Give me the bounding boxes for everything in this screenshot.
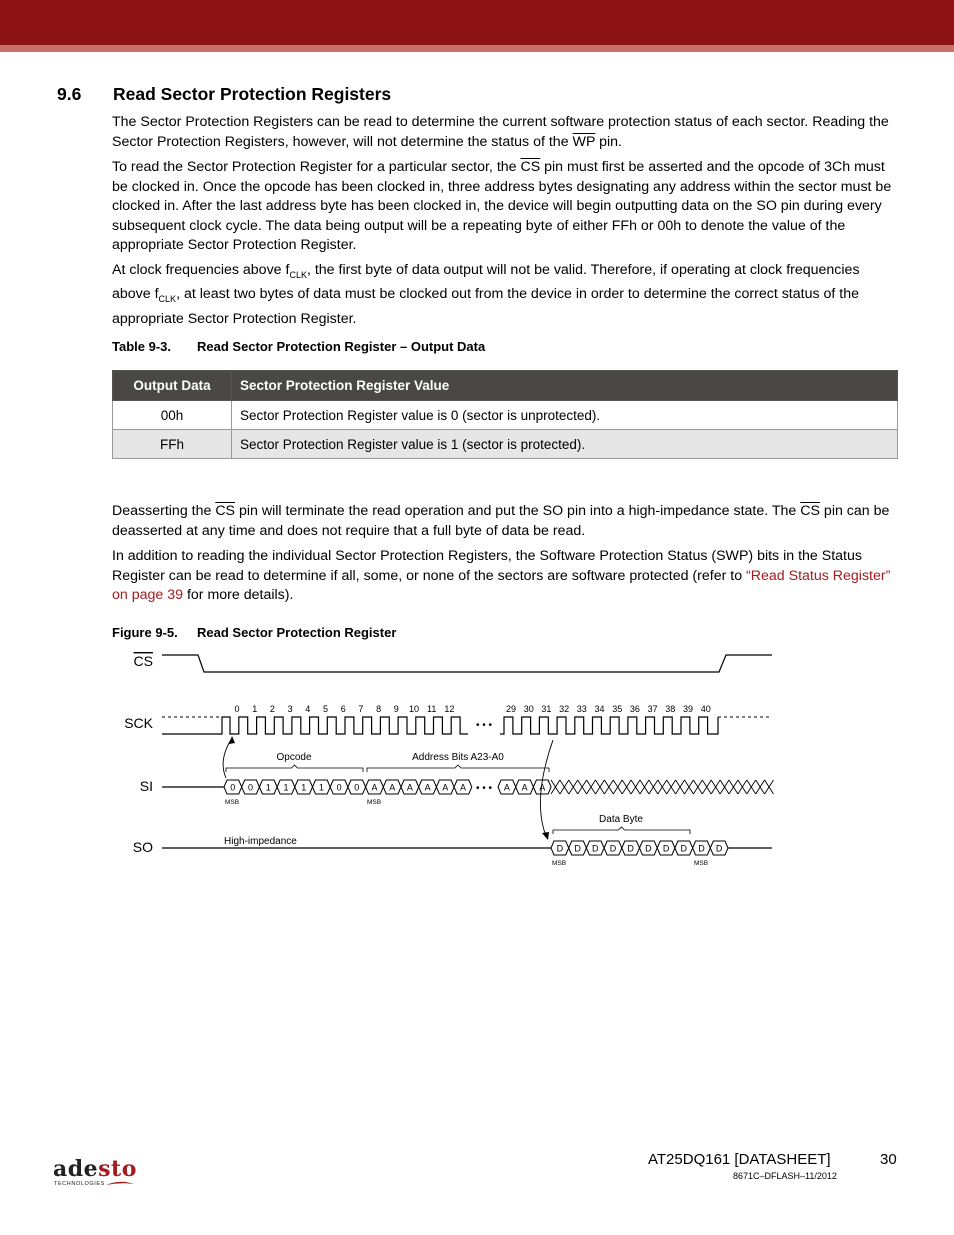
paragraph-4: Deasserting the $\overline{CS}$ pin will terminate the read operation and put the SO pin into a high-impedance state. The $\overline{CS}$ pin can be deasserted at any time and does not require that a full byte of data be read. bbox=[112, 503, 890, 539]
address-bit: A bbox=[406, 782, 413, 793]
setup-arrow bbox=[223, 738, 232, 778]
address-bit: A bbox=[424, 782, 431, 793]
data-bit: D bbox=[662, 843, 670, 854]
section-title: Read Sector Protection Registers bbox=[113, 84, 392, 104]
high-impedance-label: High-impedance bbox=[224, 836, 297, 847]
clock-number: 1 bbox=[252, 704, 258, 714]
paragraph-1: The Sector Protection Registers can be read to determine the current software protection status of each sector. Reading the Sector Protection Registers, however, will not determine the status of the $\overline{WP}$ pin. bbox=[112, 114, 889, 150]
section-number: 9.6 bbox=[57, 84, 82, 104]
table-cell: FFh bbox=[113, 430, 232, 459]
dont-care-hatch bbox=[738, 780, 747, 794]
table-row bbox=[113, 430, 898, 459]
opcode-bit: 0 bbox=[230, 782, 236, 793]
si-ellipsis: • • • bbox=[475, 783, 493, 794]
data-byte-label: Data Byte bbox=[599, 814, 643, 825]
dont-care-hatch bbox=[756, 780, 765, 794]
clock-number: 8 bbox=[376, 704, 382, 714]
opcode-bit: 0 bbox=[336, 782, 342, 793]
clock-number: 0 bbox=[234, 704, 240, 714]
clock-number: 38 bbox=[665, 704, 676, 714]
dont-care-hatch bbox=[711, 780, 720, 794]
footer-title: AT25DQ161 [DATASHEET] bbox=[648, 1151, 831, 1168]
timing-diagram bbox=[0, 640, 954, 880]
address-bit: A bbox=[389, 782, 396, 793]
header-bar bbox=[0, 0, 954, 45]
dont-care-hatch bbox=[649, 780, 658, 794]
logo-swoosh-icon bbox=[105, 1180, 135, 1188]
opcode-bit: 0 bbox=[247, 782, 254, 793]
header-stripe bbox=[0, 45, 954, 52]
clock-number: 40 bbox=[700, 704, 711, 714]
dont-care-hatch bbox=[551, 780, 560, 794]
dont-care-hatch bbox=[693, 780, 702, 794]
clock-number: 33 bbox=[576, 704, 587, 714]
dont-care-hatch bbox=[685, 780, 694, 794]
address-bit: A bbox=[371, 782, 378, 793]
dont-care-hatch bbox=[667, 780, 676, 794]
clock-number: 4 bbox=[305, 704, 311, 714]
table-row bbox=[113, 401, 898, 430]
paragraph-2: To read the Sector Protection Register for a particular sector, the $\overline{CS}$ pin must first be asserted and the opcode of 3Ch must be clocked in. Once the opcode has been clocked in, three address bytes designating any address within the sector must be clocked in. After the last address byte has been clocked in, the device will begin outputting data on the SO pin during every subsequent clock cycle. The data being output will be a repeating byte of either FFh or 00h to denote the value of the appropriate Sector Protection Register. bbox=[112, 159, 892, 253]
page-number: 30 bbox=[880, 1151, 897, 1168]
clock-number: 3 bbox=[287, 704, 293, 714]
table-cell: Sector Protection Register value is 1 (sector is protected). bbox=[232, 430, 898, 459]
logo-tagline: TECHNOLOGIES bbox=[54, 1181, 105, 1187]
wp-signal: $\overline{WP}$ bbox=[572, 133, 596, 150]
dont-care-hatch bbox=[702, 780, 711, 794]
dont-care-hatch bbox=[720, 780, 729, 794]
msb-label: MSB bbox=[693, 860, 709, 867]
dont-care-hatch bbox=[747, 780, 756, 794]
paragraph-5: In addition to reading the individual Sector Protection Registers, the Software Protection Status (SWP) bits in the Status Register can be read to determine if all, some, or none of the sectors are software protected (refer to “Read Status Register” on page 39 for more details). bbox=[112, 548, 891, 603]
table-cell: 00h bbox=[113, 401, 232, 430]
msb-label: MSB bbox=[366, 799, 382, 806]
sck-waveform-end bbox=[500, 717, 718, 734]
opcode-bit: 0 bbox=[354, 782, 360, 793]
dont-care-hatch bbox=[676, 780, 685, 794]
setup-arrow-head bbox=[229, 736, 235, 744]
opcode-brace bbox=[226, 765, 363, 772]
output-arrow-head bbox=[542, 832, 549, 840]
adesto-logo bbox=[53, 1156, 143, 1190]
data-byte-brace bbox=[553, 827, 690, 834]
address-brace bbox=[367, 765, 549, 772]
dont-care-hatch bbox=[631, 780, 640, 794]
sck-waveform-start bbox=[162, 717, 468, 734]
data-bit: D bbox=[627, 843, 634, 854]
data-bit: D bbox=[680, 843, 688, 854]
opcode-bit: 1 bbox=[318, 782, 324, 793]
clock-number: 34 bbox=[594, 704, 605, 714]
data-bit: D bbox=[592, 843, 599, 854]
dont-care-hatch bbox=[560, 780, 569, 794]
dont-care-hatch bbox=[604, 780, 613, 794]
paragraph-3: At clock frequencies above $f_{CLK}$, the first byte of data output will not be valid. Therefore, if operating at clock frequencies above $f_{CLK}$, at least two bytes of data must be clocked out from the device in order to determine the correct status of the appropriate Sector Protection Register. bbox=[112, 262, 860, 327]
dont-care-hatch bbox=[613, 780, 622, 794]
clock-number: 6 bbox=[340, 704, 346, 714]
dont-care-hatch bbox=[729, 780, 738, 794]
clock-number: 32 bbox=[559, 704, 570, 714]
clock-number: 9 bbox=[393, 704, 399, 714]
opcode-bit: 1 bbox=[265, 782, 271, 793]
clock-number: 2 bbox=[269, 704, 275, 714]
address-bit: A bbox=[503, 782, 510, 793]
clock-number: 11 bbox=[427, 704, 437, 714]
table-cell: Sector Protection Register value is 0 (sector is unprotected). bbox=[232, 401, 898, 430]
opcode-label: Opcode bbox=[276, 752, 312, 763]
figure-caption: Figure 9-5. Read Sector Protection Register bbox=[112, 625, 397, 640]
dont-care-hatch bbox=[569, 780, 578, 794]
data-bit: D bbox=[574, 843, 581, 854]
status-register-link[interactable]: “Read Status Register” on page 39 bbox=[112, 567, 891, 603]
clock-number: 5 bbox=[322, 704, 329, 714]
clock-number: 12 bbox=[444, 704, 455, 714]
address-bit: A bbox=[521, 782, 528, 793]
dont-care-hatch bbox=[596, 780, 605, 794]
msb-label: MSB bbox=[224, 799, 240, 806]
opcode-bit: 1 bbox=[301, 782, 307, 793]
dont-care-hatch bbox=[622, 780, 631, 794]
address-bit: A bbox=[442, 782, 449, 793]
dont-care-hatch bbox=[765, 780, 774, 794]
data-bit: D bbox=[645, 843, 652, 854]
table-caption: Table 9-3. Read Sector Protection Register – Output Data bbox=[112, 339, 486, 354]
clock-number: 35 bbox=[612, 704, 623, 714]
clock-number: 37 bbox=[647, 704, 658, 714]
signal-label-cs: CS bbox=[133, 653, 153, 669]
clock-number: 29 bbox=[505, 704, 517, 714]
data-bit: D bbox=[556, 843, 564, 854]
table-header-row bbox=[113, 371, 898, 401]
cs-waveform bbox=[162, 655, 772, 672]
address-bits-label: Address Bits A23-A0 bbox=[412, 752, 504, 763]
sck-ellipsis: • • • bbox=[475, 720, 493, 731]
dont-care-hatch bbox=[658, 780, 667, 794]
cs-signal: $\overline{CS}$ bbox=[520, 159, 541, 175]
document-number: 8671C–DFLASH–11/2012 bbox=[733, 1171, 837, 1181]
opcode-bit: 1 bbox=[283, 782, 289, 793]
clock-number: 31 bbox=[541, 704, 552, 714]
dont-care-hatch bbox=[578, 780, 587, 794]
clock-number: 36 bbox=[629, 704, 640, 714]
msb-label: MSB bbox=[551, 860, 567, 867]
clock-number: 10 bbox=[408, 704, 420, 714]
table-header-output-data: Output Data bbox=[113, 371, 232, 401]
address-bit: A bbox=[459, 782, 467, 793]
data-bit: D bbox=[698, 843, 705, 854]
dont-care-hatch bbox=[587, 780, 596, 794]
table-header-register-value: Sector Protection Register Value bbox=[232, 371, 898, 401]
data-bit: D bbox=[609, 843, 617, 854]
data-bit: D bbox=[715, 843, 723, 854]
clock-number: 7 bbox=[358, 704, 364, 714]
address-bit: A bbox=[539, 782, 546, 793]
clock-number: 30 bbox=[523, 704, 534, 714]
signal-label-si: SI bbox=[139, 778, 153, 794]
clock-number: 39 bbox=[682, 704, 694, 714]
output-data-table bbox=[112, 370, 898, 459]
dont-care-hatch bbox=[640, 780, 649, 794]
logo-wordmark: adesto bbox=[53, 1156, 137, 1182]
signal-label-sck: SCK bbox=[124, 715, 153, 731]
signal-label-so: SO bbox=[132, 839, 153, 855]
